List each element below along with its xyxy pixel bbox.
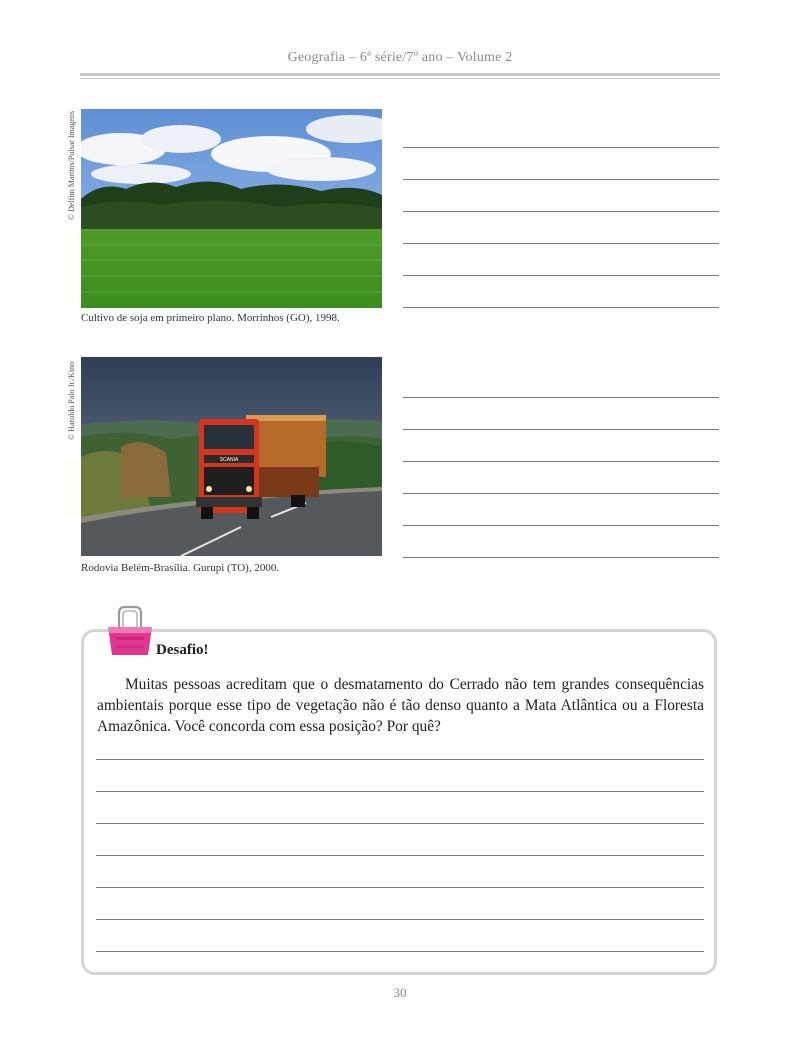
writing-line xyxy=(403,397,719,398)
header-rule-thin xyxy=(80,78,720,79)
photo-caption-2: Rodovia Belém-Brasília. Gurupi (TO), 2000. xyxy=(81,562,280,574)
answer-line xyxy=(96,759,704,760)
answer-line xyxy=(96,919,704,920)
writing-line xyxy=(403,461,719,462)
answer-line xyxy=(96,791,704,792)
answer-line xyxy=(96,855,704,856)
challenge-title: Desafio! xyxy=(156,642,209,658)
truck-highway-photo xyxy=(81,357,382,556)
photo-credit-1: © Delfim Martins/Pulsar Imagens xyxy=(67,111,76,220)
truck-brand-label: SCANIA xyxy=(219,457,239,463)
writing-line xyxy=(403,211,719,212)
photo-caption-1: Cultivo de soja em primeiro plano. Morrinhos (GO), 1998. xyxy=(81,312,340,324)
challenge-question: Muitas pessoas acreditam que o desmatamento do Cerrado não tem grandes consequências ambientais porque esse tipo de vegetação não é tão denso quanto a Mata Atlântica ou a Floresta Amazônica. Você concorda com essa posição? Por quê? xyxy=(97,676,704,735)
binder-clip-icon xyxy=(106,605,154,662)
header-rule xyxy=(80,73,720,76)
writing-line xyxy=(403,147,719,148)
writing-line xyxy=(403,307,719,308)
writing-line xyxy=(403,525,719,526)
writing-line xyxy=(403,243,719,244)
running-header: Geografia – 6ª série/7º ano – Volume 2 xyxy=(287,50,513,65)
answer-line xyxy=(96,887,704,888)
photo-credit-2: © Haroldo Palo Jr./Kino xyxy=(67,361,76,440)
writing-line xyxy=(403,275,719,276)
page-number: 30 xyxy=(393,985,407,1000)
writing-line xyxy=(403,557,719,558)
writing-line xyxy=(403,179,719,180)
writing-line xyxy=(403,493,719,494)
answer-line xyxy=(96,951,704,952)
answer-line xyxy=(96,823,704,824)
writing-line xyxy=(403,429,719,430)
soy-field-photo xyxy=(81,109,382,308)
